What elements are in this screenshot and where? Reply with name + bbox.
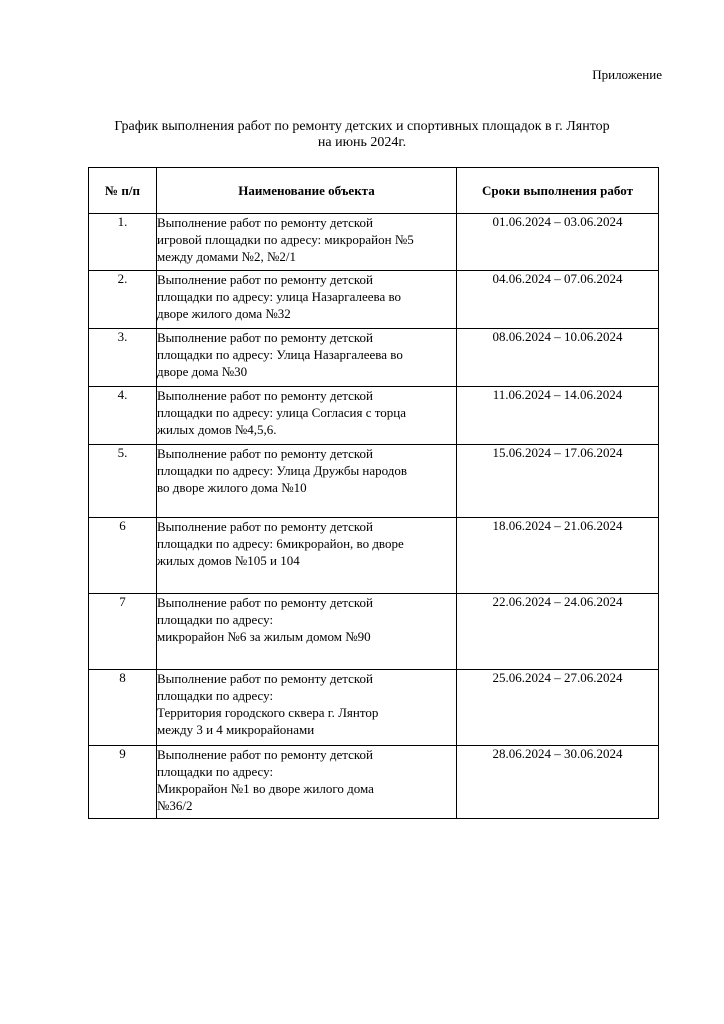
object-name-line: Выполнение работ по ремонту детской <box>157 272 374 287</box>
row-number: 1. <box>89 214 157 271</box>
appendix-label: Приложение <box>592 67 662 82</box>
object-name <box>157 329 457 387</box>
object-name <box>157 746 457 819</box>
work-period: 28.06.2024 – 30.06.2024 <box>457 746 659 819</box>
object-name-line: площадки по адресу: <box>157 688 274 703</box>
object-name-line: площадки по адресу: Улица Назаргалеева во <box>157 347 403 362</box>
table-row <box>89 594 659 670</box>
object-name-line: Выполнение работ по ремонту детской <box>157 446 374 461</box>
work-period: 25.06.2024 – 27.06.2024 <box>457 670 659 746</box>
table-row <box>89 271 659 329</box>
row-number: 3. <box>89 329 157 387</box>
row-number: 8 <box>89 670 157 746</box>
work-period: 22.06.2024 – 24.06.2024 <box>457 594 659 670</box>
object-name-line: микрорайон №6 за жилым домом №90 <box>157 629 371 644</box>
object-name-line: игровой площадки по адресу: микрорайон №5 <box>157 232 414 247</box>
title-line-2: на июнь 2024г. <box>317 135 407 150</box>
header-number: № п/п <box>89 168 157 214</box>
schedule-table <box>88 167 659 819</box>
row-number: 9 <box>89 746 157 819</box>
row-number: 6 <box>89 518 157 594</box>
object-name-line: площадки по адресу: <box>157 612 274 627</box>
row-number: 7 <box>89 594 157 670</box>
row-number: 2. <box>89 271 157 329</box>
object-name-line: дворе дома №30 <box>157 364 248 379</box>
object-name-line: Территория городского сквера г. Лянтор <box>157 705 379 720</box>
table-body <box>89 214 659 819</box>
object-name-line: площадки по адресу: Улица Дружбы народов <box>157 463 408 478</box>
row-number: 4. <box>89 387 157 445</box>
document-title <box>60 119 664 151</box>
table-row <box>89 746 659 819</box>
table-row <box>89 214 659 271</box>
object-name-line: во дворе жилого дома №10 <box>157 480 307 495</box>
object-name <box>157 214 457 271</box>
object-name-line: площадки по адресу: <box>157 764 274 779</box>
object-name-line: площадки по адресу: улица Согласия с торца <box>157 405 406 420</box>
object-name-line: жилых домов №105 и 104 <box>157 553 300 568</box>
object-name-line: Микрорайон №1 во дворе жилого дома <box>157 781 374 796</box>
table-row <box>89 518 659 594</box>
object-name-line: дворе жилого дома №32 <box>157 306 291 321</box>
header-deadlines: Сроки выполнения работ <box>457 168 659 214</box>
header-object: Наименование объекта <box>157 168 457 214</box>
table-row <box>89 445 659 518</box>
object-name-line: Выполнение работ по ремонту детской <box>157 671 374 686</box>
object-name-line: между 3 и 4 микрорайонами <box>157 722 315 737</box>
object-name-line: площадки по адресу: 6микрорайон, во дворе <box>157 536 404 551</box>
object-name <box>157 594 457 670</box>
object-name-line: Выполнение работ по ремонту детской <box>157 519 374 534</box>
table-row <box>89 329 659 387</box>
object-name-line: №36/2 <box>157 798 193 813</box>
work-period: 11.06.2024 – 14.06.2024 <box>457 387 659 445</box>
object-name <box>157 445 457 518</box>
object-name-line: площадки по адресу: улица Назаргалеева во <box>157 289 402 304</box>
object-name-line: Выполнение работ по ремонту детской <box>157 747 374 762</box>
table-header-row <box>89 168 659 214</box>
table-row <box>89 387 659 445</box>
object-name-line: между домами №2, №2/1 <box>157 249 296 264</box>
object-name <box>157 670 457 746</box>
work-period: 01.06.2024 – 03.06.2024 <box>457 214 659 271</box>
title-line-1: График выполнения работ по ремонту детских и спортивных площадок в г. Лянтор <box>114 119 610 134</box>
object-name-line: Выполнение работ по ремонту детской <box>157 388 374 403</box>
table-row <box>89 670 659 746</box>
work-period: 08.06.2024 – 10.06.2024 <box>457 329 659 387</box>
work-period: 04.06.2024 – 07.06.2024 <box>457 271 659 329</box>
object-name <box>157 271 457 329</box>
work-period: 15.06.2024 – 17.06.2024 <box>457 445 659 518</box>
row-number: 5. <box>89 445 157 518</box>
object-name-line: Выполнение работ по ремонту детской <box>157 595 374 610</box>
object-name-line: Выполнение работ по ремонту детской <box>157 215 374 230</box>
object-name-line: Выполнение работ по ремонту детской <box>157 330 374 345</box>
object-name <box>157 387 457 445</box>
object-name-line: жилых домов №4,5,6. <box>157 422 277 437</box>
object-name <box>157 518 457 594</box>
work-period: 18.06.2024 – 21.06.2024 <box>457 518 659 594</box>
